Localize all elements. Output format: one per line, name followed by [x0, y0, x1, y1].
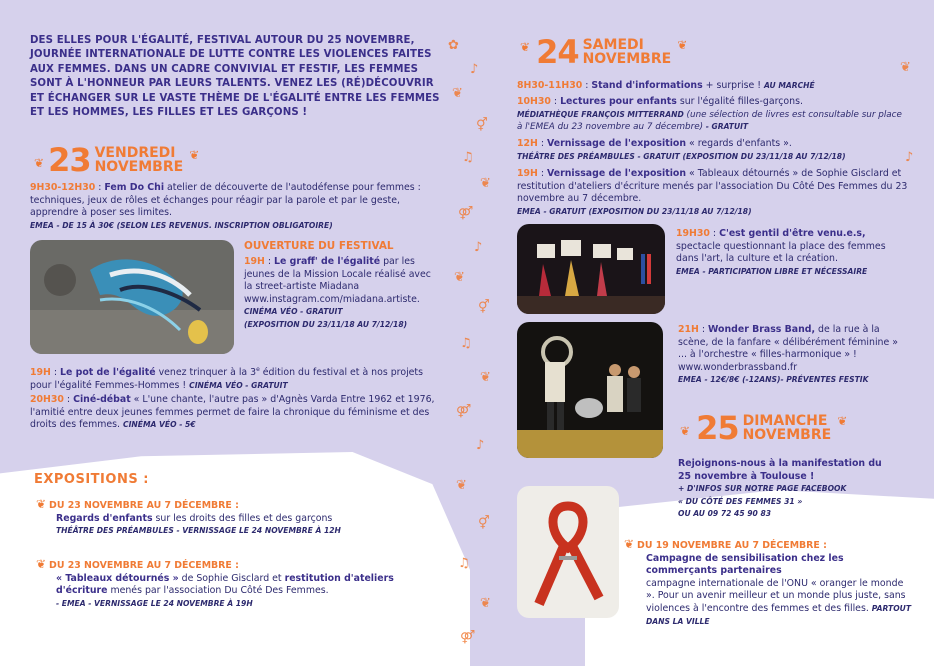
wing-icon: ❦: [837, 414, 848, 428]
wing-icon: ✿: [448, 38, 459, 53]
event-campaign: ❦ DU 19 NOVEMBRE AU 7 DÉCEMBRE : Campagne de sensibilisation chez les commerçants partenaires campagne internationale de l'ONU « oranger le monde ». Pour un avenir meilleur et un monde plus juste, sans violences à l'encontre des femmes et des filles. PARTOUT DANS LA VILLE: [624, 537, 912, 626]
event-graff: 19H : Le graff' de l'égalité par les jeunes de la Mission Locale réalisé avec la street-artiste Miadana www.instagram.com/miadana.artiste. CINÉMA VÉO - GRATUIT (EXPOSITION DU 23/11/18 AU 7/12/18): [244, 256, 431, 329]
graffiti-photo: [30, 240, 234, 354]
music-note-icon: ♫: [460, 336, 472, 351]
gender-symbol-icon: ⚤: [458, 206, 474, 221]
music-note-icon: ♪: [905, 150, 914, 165]
music-note-icon: ♪: [474, 240, 483, 255]
brassband-photo: [517, 322, 663, 458]
day-header-25: [680, 409, 848, 447]
event-stand: 8H30-11H30 : Stand d'informations + surprise ! AU MARCHÉ: [517, 80, 815, 91]
music-note-icon: ♪: [476, 438, 485, 453]
wing-icon: ❦: [680, 424, 691, 438]
day-weekday: SAMEDI: [582, 37, 644, 53]
day-number: 23: [48, 141, 91, 179]
day-header-23: [34, 141, 200, 179]
day-month: NOVEMBRE: [94, 159, 184, 175]
wing-icon: ❦: [480, 370, 491, 385]
intro-text: DES ELLES POUR L'ÉGALITÉ, FESTIVAL AUTOUR DU 25 NOVEMBRE, JOURNÉE INTERNATIONALE DE LUTTE CONTRE LES VIOLENCES FAITES AUX FEMMES. DANS UN CADRE CONVIVIAL ET FESTIF, LES FEMMES SONT À L'HONNEUR PAR LEURS TALENTS. VENEZ LES (RÉ)DÉCOUVRIR ET ÉCHANGER SUR LE VASTE THÈME DE L'ÉGALITÉ ENTRE LES FEMMES ET LES HOMMES, LES FILLES ET LES GARÇONS !: [30, 35, 440, 119]
day-number: 24: [536, 33, 579, 71]
music-note-icon: ♫: [458, 556, 470, 571]
event-pot: 19H : Le pot de l'égalité venez trinquer à la 3e édition du festival et à nos projets pour l'égalité Femmes-Hommes ! CINÉMA VÉO - GRATUIT: [30, 366, 423, 391]
wing-icon: ❦: [456, 478, 467, 493]
event-lectures: 10H30 : Lectures pour enfants sur l'égalité filles-garçons. MÉDIATHÈQUE FRANÇOIS MITTERRAND (une sélection de livres est consultable sur place à l'EMEA du 23 novembre au 7 décembre) - GRATUIT: [517, 96, 902, 133]
expositions-title: EXPOSITIONS :: [34, 472, 149, 487]
wing-icon: ❦: [480, 176, 491, 191]
wing-icon: ❦: [36, 497, 47, 511]
wing-icon: ❦: [520, 40, 531, 54]
day-weekday: DIMANCHE: [742, 413, 828, 429]
event-femdochi: 9H30-12H30 : Fem Do Chi atelier de découverte de l'autodéfense pour femmes : techniques, jeux de rôles et échanges pour réagir par la parole et par le geste, apprendre à poser ses limites. EMEA - DE 15 À 30€ (SELON LES REVENUS. INSCRIPTION OBLIGATOIRE): [30, 182, 421, 230]
wing-icon: ❦: [454, 270, 465, 285]
ribbon-photo: [517, 486, 619, 618]
expo-item-1: ❦ DU 23 NOVEMBRE AU 7 DÉCEMBRE : Regards d'enfants sur les droits des filles et des garçons THÉÂTRE DES PRÉAMBULES - VERNISSAGE LE 24 NOVEMBRE À 12H: [36, 497, 341, 536]
music-note-icon: ♪: [470, 62, 479, 77]
day-number: 25: [696, 409, 739, 447]
opening-heading: OUVERTURE DU FESTIVAL: [244, 240, 394, 252]
wing-icon: ❦: [452, 86, 463, 101]
theatre-photo: [517, 224, 665, 314]
event-cestgentil: 19H30 : C'est gentil d'être venu.e.s, spectacle questionnant la place des femmes dans l'art, la culture et la création. EMEA - PARTICIPATION LIBRE ET NÉCESSAIRE: [676, 228, 886, 276]
day-weekday: VENDREDI: [94, 145, 176, 161]
gender-symbol-icon: ⚥: [478, 516, 490, 531]
gender-symbol-icon: ⚤: [460, 630, 476, 645]
wing-icon: ❦: [677, 38, 688, 52]
gender-symbol-icon: ⚤: [456, 404, 472, 419]
wing-icon: ❦: [624, 537, 635, 551]
wing-icon: ❦: [480, 596, 491, 611]
day-month: NOVEMBRE: [582, 51, 672, 67]
day-month: NOVEMBRE: [742, 427, 832, 443]
wing-icon: ❦: [189, 148, 200, 162]
wing-icon: ❦: [34, 156, 45, 170]
expo-item-2: ❦ DU 23 NOVEMBRE AU 7 DÉCEMBRE : « Tableaux détournés » de Sophie Gisclard et restitution d'ateliers d'écriture menés par l'association Du Côté Des Femmes. - EMEA - VERNISSAGE LE 24 NOVEMBRE À 19H: [36, 557, 394, 608]
event-cinedebat: 20H30 : Ciné-débat « L'une chante, l'autre pas » d'Agnès Varda Entre 1962 et 1976, l'amitié entre deux jeunes femmes permet de faire la chronique du féminisme et des droits des femmes. CINÉMA VÉO - 5€: [30, 394, 435, 431]
event-wonderbrass: 21H : Wonder Brass Band, de la rue à la scène, de la fanfare « délibérément féminine » ... à l'orchestre « filles-harmonique » ! www.wonderbrassband.fr EMEA - 12€/8€ (-12ANS)- PRÉVENTES FESTIK: [678, 324, 898, 385]
event-vernissage-12h: 12H : Vernissage de l'exposition « regards d'enfants ». THÉÂTRE DES PRÉAMBULES - GRATUIT (EXPOSITION DU 23/11/18 AU 7/12/18): [517, 138, 846, 161]
wing-icon: ❦: [900, 60, 911, 75]
gender-symbol-icon: ⚥: [478, 300, 490, 315]
wing-icon: ❦: [36, 557, 47, 571]
day-header-24: [520, 33, 688, 71]
music-note-icon: ♫: [462, 150, 474, 165]
event-manifestation: Rejoignons-nous à la manifestation du 25 novembre à Toulouse ! + D'INFOS SUR NOTRE PAGE FACEBOOK « DU CÔTÉ DES FEMMES 31 » OU AU 09 72 45 90 83: [678, 458, 882, 519]
event-vernissage-19h: 19H : Vernissage de l'exposition « Tableaux détournés » de Sophie Gisclard et restitution d'ateliers d'écriture menés par l'association Du Côté Des Femmes du 23 novembre au 7 décembre. EMEA - GRATUIT (EXPOSITION DU 23/11/18 AU 7/12/18): [517, 168, 908, 216]
gender-symbol-icon: ⚥: [476, 118, 488, 133]
